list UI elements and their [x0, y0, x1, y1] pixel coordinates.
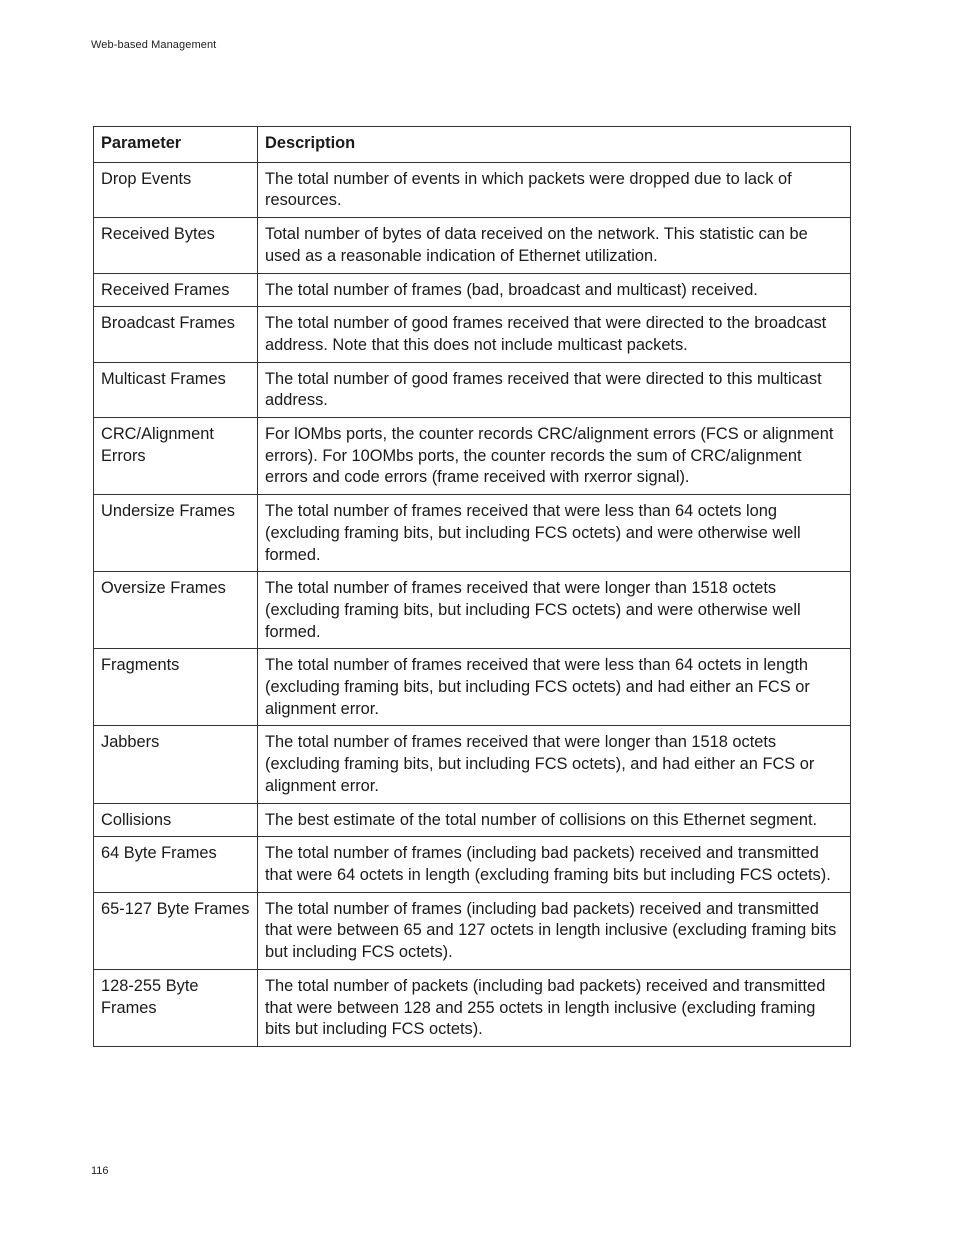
table-row [94, 837, 851, 892]
parameter-cell: Broadcast Frames [94, 307, 258, 362]
description-cell: For lOMbs ports, the counter records CRC/alignment errors (FCS or alignment errors). For 10OMbs ports, the counter records the sum of CRC/alignment errors and code errors (frame received with rxerror signal). [258, 418, 851, 495]
table-row [94, 969, 851, 1046]
page-number: 116 [91, 1165, 109, 1177]
table-row [94, 803, 851, 837]
table-row [94, 307, 851, 362]
table-row [94, 362, 851, 417]
description-cell: The total number of events in which packets were dropped due to lack of resources. [258, 162, 851, 217]
parameter-cell: Oversize Frames [94, 572, 258, 649]
parameter-cell: 64 Byte Frames [94, 837, 258, 892]
description-cell: The total number of frames received that were less than 64 octets in length (excluding framing bits, but including FCS octets) and had either an FCS or alignment error. [258, 649, 851, 726]
parameter-cell: Multicast Frames [94, 362, 258, 417]
parameter-cell: Drop Events [94, 162, 258, 217]
column-header-parameter: Parameter [94, 127, 258, 163]
table-header-row [94, 127, 851, 163]
parameter-table [93, 126, 851, 1047]
description-cell: The total number of frames received that were less than 64 octets long (excluding framing bits, but including FCS octets) and were otherwise well formed. [258, 495, 851, 572]
description-cell: The total number of good frames received that were directed to the broadcast address. Note that this does not include multicast packets. [258, 307, 851, 362]
description-cell: The total number of frames received that were longer than 1518 octets (excluding framing bits, but including FCS octets) and were otherwise well formed. [258, 572, 851, 649]
parameter-cell: Fragments [94, 649, 258, 726]
table-row [94, 572, 851, 649]
description-cell: The total number of frames (bad, broadcast and multicast) received. [258, 273, 851, 307]
parameter-cell: Jabbers [94, 726, 258, 803]
description-cell: The best estimate of the total number of collisions on this Ethernet segment. [258, 803, 851, 837]
table-row [94, 162, 851, 217]
description-cell: The total number of good frames received that were directed to this multicast address. [258, 362, 851, 417]
column-header-description: Description [258, 127, 851, 163]
table-row [94, 726, 851, 803]
parameter-cell: Collisions [94, 803, 258, 837]
table-row [94, 649, 851, 726]
parameter-cell: Undersize Frames [94, 495, 258, 572]
description-cell: The total number of packets (including bad packets) received and transmitted that were between 128 and 255 octets in length inclusive (excluding framing bits but including FCS octets). [258, 969, 851, 1046]
table-row [94, 218, 851, 273]
description-cell: The total number of frames received that were longer than 1518 octets (excluding framing bits, but including FCS octets), and had either an FCS or alignment error. [258, 726, 851, 803]
table-row [94, 273, 851, 307]
running-header: Web-based Management [91, 39, 217, 51]
table-row [94, 892, 851, 969]
table-row [94, 495, 851, 572]
parameter-cell: Received Frames [94, 273, 258, 307]
parameter-cell: Received Bytes [94, 218, 258, 273]
description-cell: The total number of frames (including bad packets) received and transmitted that were between 65 and 127 octets in length inclusive (excluding framing bits but including FCS octets). [258, 892, 851, 969]
parameter-cell: CRC/Alignment Errors [94, 418, 258, 495]
table-row [94, 418, 851, 495]
parameter-cell: 128-255 Byte Frames [94, 969, 258, 1046]
parameter-cell: 65-127 Byte Frames [94, 892, 258, 969]
description-cell: Total number of bytes of data received on the network. This statistic can be used as a reasonable indication of Ethernet utilization. [258, 218, 851, 273]
description-cell: The total number of frames (including bad packets) received and transmitted that were 64 octets in length (excluding framing bits but including FCS octets). [258, 837, 851, 892]
